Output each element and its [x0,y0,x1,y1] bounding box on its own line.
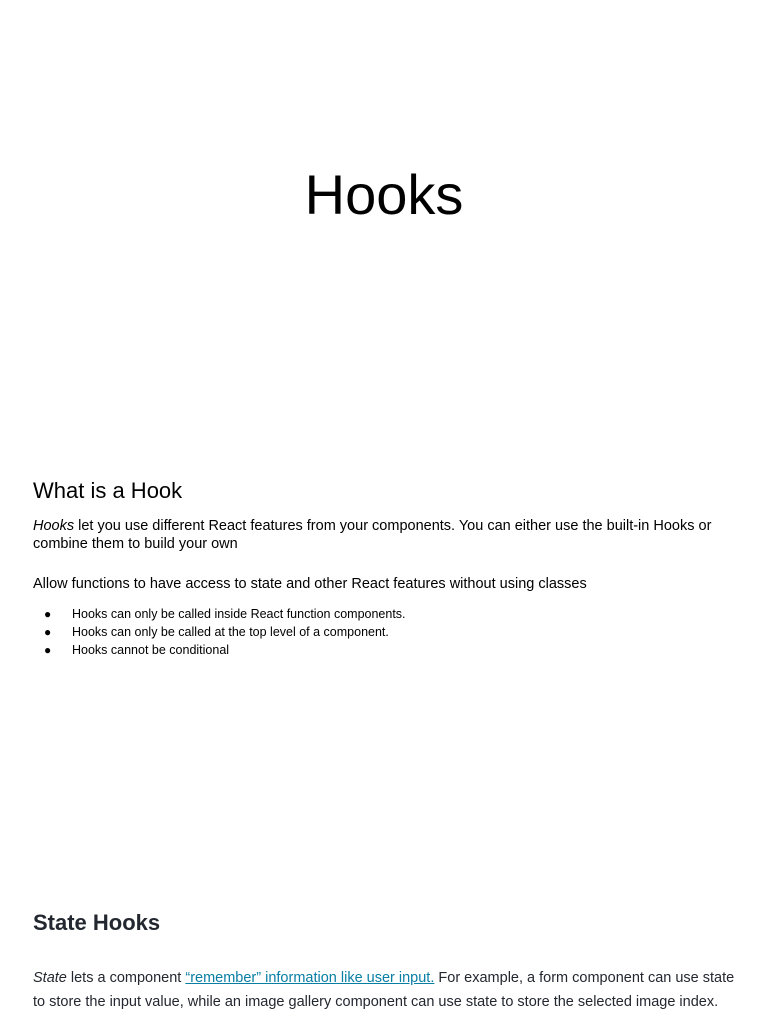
list-item-text: Hooks can only be called at the top level of a component. [72,624,389,639]
list-item-text: Hooks can only be called inside React function components. [72,607,406,621]
section-heading-what-is-a-hook: What is a Hook [33,478,183,503]
intro-term: Hooks [33,518,75,534]
bullet-icon: ● [44,642,52,657]
remember-information-link[interactable]: “remember” information like user input. [185,970,435,986]
state-text: lets a component [66,970,186,986]
section-heading-state-hooks: State Hooks [33,910,161,935]
allow-paragraph: Allow functions to have access to state and other React features without using classes [33,576,587,592]
hook-rules-list [33,606,406,659]
bullet-icon: ● [44,624,52,639]
state-paragraph [33,966,738,1014]
state-term: State [33,970,67,986]
list-item-text: Hooks cannot be conditional [72,642,230,657]
list-item [33,606,406,624]
intro-paragraph [33,517,733,553]
bullet-icon: ● [44,607,52,621]
intro-text: let you use different React features from your components. You can either use the built-in Hooks or combine them to build your own [33,518,712,552]
list-item [33,624,406,642]
state-text-continued: For example, a form component can use state to store the input value, while an image gallery component can use state to store the selected image index. [33,970,735,1010]
page-title: Hooks [304,163,464,226]
list-item [33,642,406,660]
